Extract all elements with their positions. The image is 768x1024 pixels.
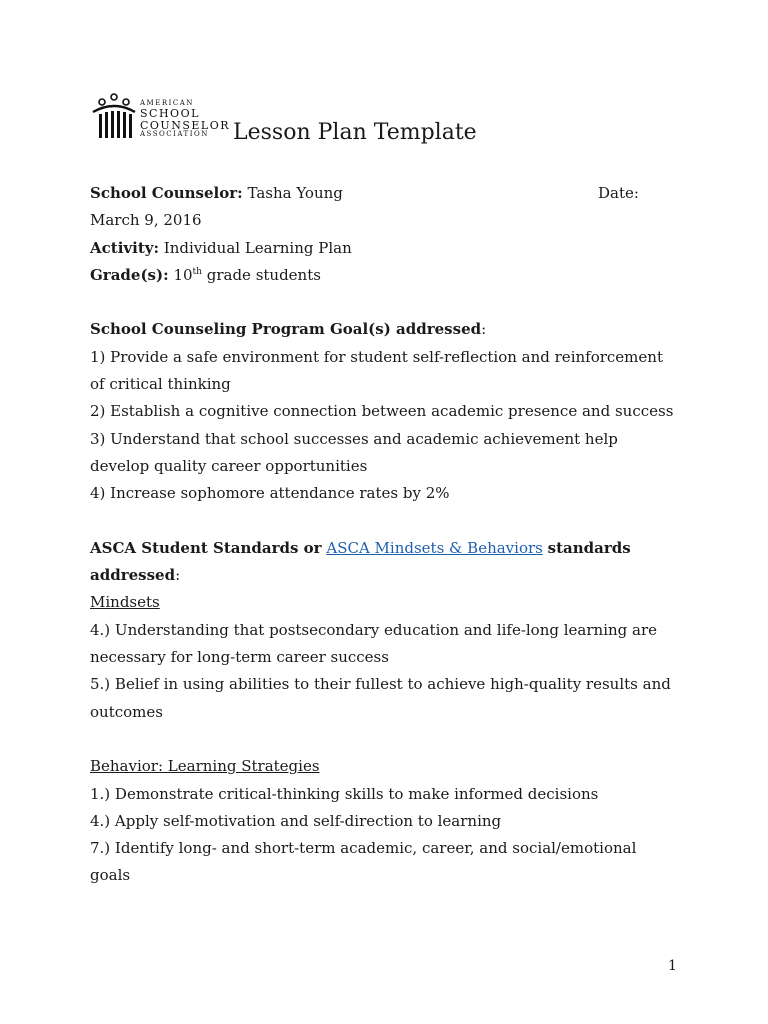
goal-line: 2) Establish a cognitive connection between academic presence and success <box>90 402 674 421</box>
goal-line: 1) Provide a safe environment for student self-reflection and reinforcement <box>90 347 663 366</box>
goal-line: develop quality career opportunities <box>90 456 368 475</box>
grades-label: Grade(s) <box>90 265 164 284</box>
page-number: 1 <box>668 958 677 974</box>
mindset-line: 5.) Belief in using abilities to their fullest to achieve high-quality results and <box>90 675 671 694</box>
counselor-line: School Counselor: Tasha Young Date: <box>90 180 685 207</box>
grades-number: 10 <box>173 265 193 284</box>
behavior-label: Behavior: Learning Strategies <box>90 757 320 776</box>
document-body <box>90 180 685 890</box>
goal-line: of critical thinking <box>90 375 231 394</box>
goals-heading: School Counseling Program Goal(s) addressed: <box>90 320 487 339</box>
document-title: Lesson Plan Template <box>233 120 477 145</box>
counselor-label: School Counselor <box>90 184 238 202</box>
asca-mindsets-behaviors-link[interactable]: ASCA Mindsets & Behaviors <box>326 538 543 557</box>
behavior-line: 1.) Demonstrate critical-thinking skills to make informed decisions <box>90 784 599 803</box>
behavior-line: 7.) Identify long- and short-term academic, career, and social/emotional <box>90 839 637 858</box>
goal-line: 3) Understand that school successes and academic achievement help <box>90 429 618 448</box>
behavior-line: goals <box>90 866 131 885</box>
mindset-line: necessary for long-term career success <box>90 648 389 667</box>
activity-label: Activity <box>90 238 154 257</box>
date-label: Date: <box>598 184 639 202</box>
grades-line: Grade(s): 10th grade students <box>90 265 321 284</box>
counselor-value: Tasha Young <box>247 184 343 202</box>
goal-line: 4) Increase sophomore attendance rates by 2% <box>90 484 450 503</box>
date-value: March 9, 2016 <box>90 211 202 230</box>
counselor-figures-icon <box>90 92 138 148</box>
activity-line: Activity: Individual Learning Plan <box>90 238 352 257</box>
mindsets-label: Mindsets <box>90 593 160 612</box>
grades-superscript: th <box>192 266 202 277</box>
behavior-line: 4.) Apply self-motivation and self-direction to learning <box>90 811 502 830</box>
asca-logo <box>90 92 230 148</box>
grades-rest: grade students <box>206 265 321 284</box>
standards-heading-cont: addressed: <box>90 566 181 585</box>
activity-value: Individual Learning Plan <box>163 238 352 257</box>
standards-heading: ASCA Student Standards or ASCA Mindsets & Behaviors standards <box>90 538 631 557</box>
logo-wordmark: AMERICAN SCHOOL COUNSELOR ASSOCIATION <box>140 99 231 138</box>
mindset-line: outcomes <box>90 702 163 721</box>
mindset-line: 4.) Understanding that postsecondary education and life-long learning are <box>90 620 658 639</box>
